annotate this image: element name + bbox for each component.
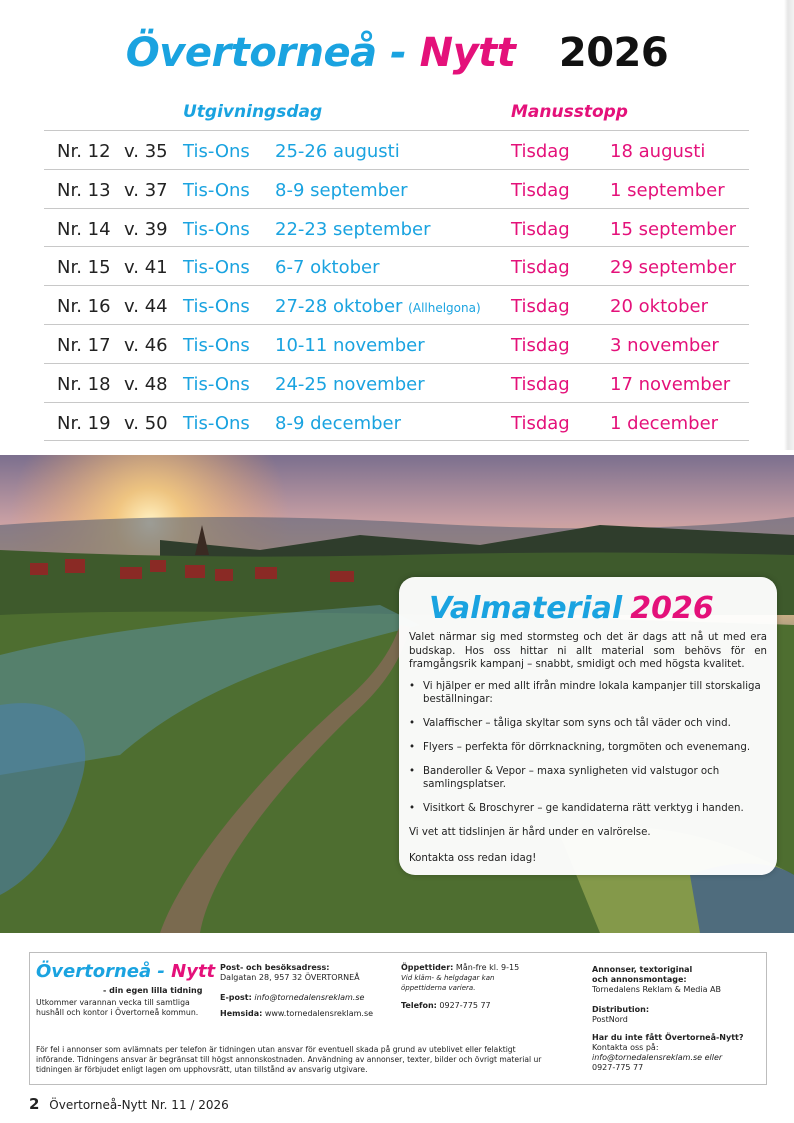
table-row	[44, 169, 749, 208]
issue-number: Nr. 17	[57, 334, 111, 356]
week-number: v. 35	[124, 141, 168, 162]
title-part2: Nytt	[419, 30, 516, 76]
publisher-tagline: - din egen lilla tidning	[103, 986, 203, 995]
publication-days: Tis-Ons	[183, 373, 250, 395]
publication-dates	[275, 180, 408, 201]
valmaterial-cta: Kontakta oss redan idag!	[409, 853, 537, 864]
valmaterial-title	[429, 591, 714, 626]
deadline-day: Tisdag	[511, 257, 570, 279]
valmaterial-year: 2026	[630, 591, 714, 626]
dates-text: 25-26 augusti	[275, 141, 400, 162]
table-row	[44, 324, 749, 363]
table-row	[44, 246, 749, 285]
valmaterial-closing: Vi vet att tidslinjen är hård under en valrörelse.	[409, 827, 651, 838]
dates-text: 27-28 oktober	[275, 296, 403, 318]
publication-days: Tis-Ons	[183, 179, 250, 201]
hours-note1: Vid kläm- & helgdagar kan	[401, 974, 495, 982]
address-block	[220, 963, 400, 983]
address-label: Post- och besöksadress:	[220, 963, 330, 972]
issue-number: Nr. 15	[57, 257, 111, 279]
phone-label: Telefon:	[401, 1001, 437, 1010]
table-row	[44, 363, 749, 402]
phone-block	[401, 1001, 581, 1011]
issue-number: Nr. 14	[57, 218, 111, 240]
legal-disclaimer: För fel i annonser som avlämnats per telefon är tidningen utan ansvar för eventuell skada på grund av uteblivet eller felaktigt införande. Tidningens ansvar är begränsat till högst annonskostnaden. Användning av annonser, texter, bilder och övrigt material ur tidningen är förbjudet enligt lagen om upphovsrätt, utan tillstånd av ansvarig utgivare.	[36, 1045, 542, 1074]
dates-text: 10-11 november	[275, 334, 425, 356]
publication-days: Tis-Ons	[183, 218, 250, 240]
dates-text: 8-9 september	[275, 179, 408, 201]
missing-paper-block	[592, 1033, 762, 1073]
deadline-date: 1 september	[610, 179, 725, 201]
deadline-date: 29 september	[610, 257, 737, 279]
title-part1: Övertorneå -	[125, 30, 407, 76]
deadline-day: Tisdag	[511, 141, 570, 162]
week-number: v. 48	[124, 373, 168, 395]
valmaterial-intro: Valet närmar sig med stormsteg och det är dags att nå ut med era budskap. Hos oss hittar ni allt material som behövs för en framgångsrik kampanj – snabbt, smidigt och med högsta kvalitet.	[409, 632, 767, 670]
deadline-date: 15 september	[610, 218, 737, 240]
valmaterial-title-word: Valmaterial	[429, 591, 623, 626]
missing-phone: 0927-775 77	[592, 1063, 644, 1072]
issue-label: Övertorneå-Nytt Nr. 11 / 2026	[49, 1098, 229, 1112]
hours-note2: öppettiderna variera.	[401, 984, 476, 992]
issue-number: Nr. 12	[57, 141, 111, 162]
hours-block	[401, 963, 581, 993]
ads-block	[592, 965, 762, 995]
distribution-value: PostNord	[592, 1015, 628, 1024]
week-number: v. 44	[124, 296, 168, 318]
missing-contact: info@tornedalensreklam.se eller	[592, 1053, 723, 1062]
title-year: 2026	[558, 30, 669, 76]
publication-dates	[275, 335, 425, 356]
week-number: v. 37	[124, 179, 168, 201]
list-item: • Flyers – perfekta för dörrknackning, torgmöten och evenemang.	[409, 741, 767, 754]
list-item: • Visitkort & Broschyrer – ge kandidaterna rätt verktyg i handen.	[409, 802, 767, 815]
web-block	[220, 1009, 420, 1019]
publication-dates	[275, 374, 425, 395]
ads-value: Tornedalens Reklam & Media AB	[592, 985, 721, 994]
publication-days: Tis-Ons	[183, 412, 250, 434]
publication-dates	[275, 413, 401, 434]
week-number: v. 50	[124, 412, 168, 434]
issue-number: Nr. 16	[57, 296, 111, 318]
publication-dates	[275, 219, 430, 240]
ads-label-2: och annonsmontage:	[592, 975, 687, 984]
publisher-info-box	[29, 952, 767, 1085]
valmaterial-list	[409, 680, 767, 826]
publisher-subtitle: Utkommer varannan vecka till samtliga hushåll och kontor i Övertorneå kommun.	[36, 998, 199, 1017]
web-value[interactable]: www.tornedalensreklam.se	[264, 1009, 374, 1018]
publication-dates	[275, 141, 400, 162]
publication-dates	[275, 257, 380, 278]
email-block	[220, 993, 420, 1003]
hours-value: Mån-fre kl. 9-15	[455, 963, 520, 972]
week-number: v. 41	[124, 257, 168, 279]
publication-days: Tis-Ons	[183, 296, 250, 318]
address-value: Dalgatan 28, 957 32 ÖVERTORNEÅ	[220, 973, 360, 982]
email-value[interactable]: info@tornedalensreklam.se	[254, 993, 365, 1002]
issue-number: Nr. 13	[57, 179, 111, 201]
page-title	[0, 30, 794, 76]
publisher-logo	[36, 961, 215, 982]
publication-days: Tis-Ons	[183, 141, 250, 162]
ads-label-1: Annonser, textoriginal	[592, 965, 693, 974]
deadline-day: Tisdag	[511, 218, 570, 240]
week-number: v. 39	[124, 218, 168, 240]
distribution-block	[592, 1005, 762, 1025]
dates-text: 24-25 november	[275, 373, 425, 395]
list-item: • Vi hjälper er med allt ifrån mindre lokala kampanjer till storskaliga beställningar:	[409, 680, 767, 706]
deadline-header: Manusstopp	[511, 102, 628, 122]
web-label: Hemsida:	[220, 1009, 263, 1018]
deadline-day: Tisdag	[511, 412, 570, 434]
deadline-day: Tisdag	[511, 296, 570, 318]
deadline-date: 3 november	[610, 334, 719, 356]
publication-dates	[275, 296, 481, 317]
deadline-day: Tisdag	[511, 179, 570, 201]
publication-days: Tis-Ons	[183, 334, 250, 356]
logo-part1: Övertorneå -	[36, 961, 165, 982]
valmaterial-card	[399, 577, 777, 875]
deadline-date: 20 oktober	[610, 296, 709, 318]
schedule-table	[44, 130, 749, 441]
deadline-day: Tisdag	[511, 373, 570, 395]
week-number: v. 46	[124, 334, 168, 356]
publication-days: Tis-Ons	[183, 257, 250, 279]
holiday-note: (Allhelgona)	[408, 301, 481, 316]
deadline-date: 18 augusti	[610, 141, 706, 162]
missing-label: Har du inte fått Övertorneå-Nytt?	[592, 1033, 744, 1042]
issue-number: Nr. 18	[57, 373, 111, 395]
deadline-date: 17 november	[610, 373, 731, 395]
distribution-label: Distribution:	[592, 1005, 650, 1014]
list-item: • Banderoller & Vepor – maxa synligheten vid valstugor och samlingsplatser.	[409, 765, 767, 791]
deadline-day: Tisdag	[511, 334, 570, 356]
email-label: E-post:	[220, 993, 252, 1002]
table-row	[44, 402, 749, 442]
missing-text: Kontakta oss på:	[592, 1043, 659, 1052]
list-item: • Valaffischer – tåliga skyltar som syns och tål väder och vind.	[409, 717, 767, 730]
table-row	[44, 130, 749, 169]
issue-number: Nr. 19	[57, 412, 111, 434]
page-footer	[29, 1095, 229, 1113]
deadline-date: 1 december	[610, 412, 719, 434]
dates-text: 8-9 december	[275, 412, 402, 434]
logo-part2: Nytt	[171, 961, 216, 982]
publication-day-header: Utgivningsdag	[183, 102, 323, 122]
hours-label: Öppettider:	[401, 963, 454, 972]
dates-text: 6-7 oktober	[275, 257, 380, 279]
dates-text: 22-23 september	[275, 218, 431, 240]
table-row	[44, 285, 749, 324]
table-row	[44, 208, 749, 247]
page-number: 2	[29, 1095, 40, 1113]
phone-value: 0927-775 77	[439, 1001, 491, 1010]
